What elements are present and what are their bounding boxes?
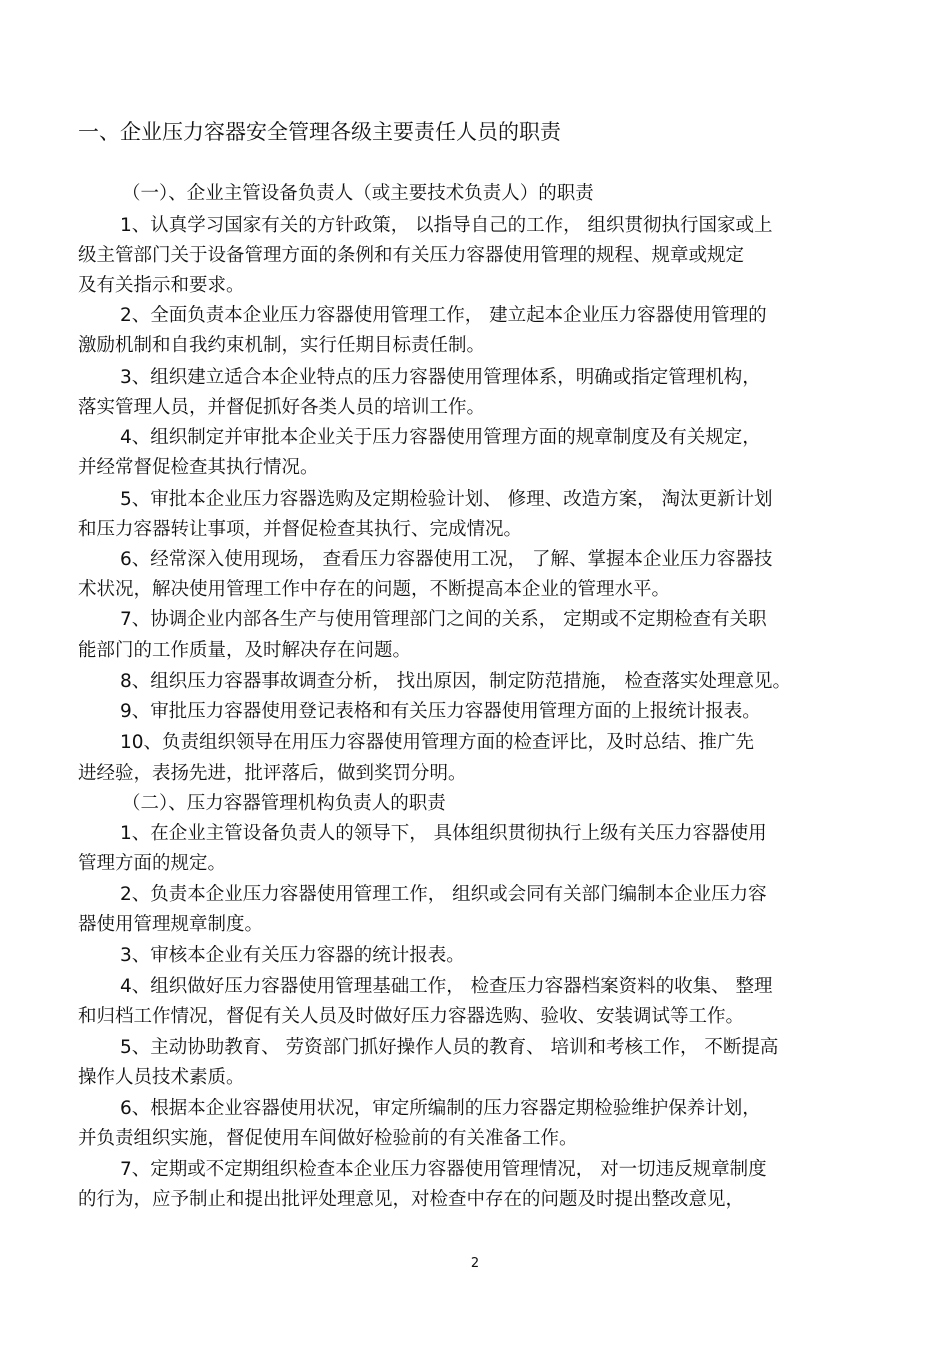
paragraph-line: 2、负责本企业压力容器使用管理工作， 组织或会同有关部门编制本企业压力容	[120, 884, 767, 905]
paragraph-line: 6、根据本企业容器使用状况，审定所编制的压力容器定期检验维护保养计划，	[120, 1098, 761, 1119]
paragraph-line: 2、全面负责本企业压力容器使用管理工作， 建立起本企业压力容器使用管理的	[120, 305, 767, 326]
paragraph-line: 器使用管理规章制度。	[78, 914, 264, 935]
paragraph-line: 7、定期或不定期组织检查本企业压力容器使用管理情况， 对一切违反规章制度	[120, 1159, 767, 1180]
section-1-title: （一）、企业主管设备负责人（或主要技术负责人）的职责	[122, 183, 594, 204]
paragraph-line: 并负责组织实施，督促使用车间做好检验前的有关准备工作。	[78, 1128, 578, 1149]
paragraph-line: 9、审批压力容器使用登记表格和有关压力容器使用管理方面的上报统计报表。	[120, 701, 761, 722]
page-title: 一、企业压力容器安全管理各级主要责任人员的职责	[78, 120, 561, 144]
paragraph-line: 管理方面的规定。	[78, 853, 227, 874]
paragraph-line: 和归档工作情况，督促有关人员及时做好压力容器选购、验收、安装调试等工作。	[78, 1006, 745, 1027]
paragraph-line: 进经验，表扬先进，批评落后，做到奖罚分明。	[78, 763, 467, 784]
paragraph-line: 4、组织做好压力容器使用管理基础工作， 检查压力容器档案资料的收集、 整理	[120, 976, 773, 997]
paragraph-line: 能部门的工作质量，及时解决存在问题。	[78, 640, 412, 661]
page-number: 2	[470, 1256, 480, 1271]
paragraph-line: 和压力容器转让事项，并督促检查其执行、完成情况。	[78, 519, 523, 540]
paragraph-line: 3、组织建立适合本企业特点的压力容器使用管理体系，明确或指定管理机构，	[120, 367, 761, 388]
paragraph-line: 3、审核本企业有关压力容器的统计报表。	[120, 945, 465, 966]
paragraph-line: 术状况，解决使用管理工作中存在的问题，不断提高本企业的管理水平。	[78, 579, 671, 600]
section-2-title: （二）、压力容器管理机构负责人的职责	[122, 793, 446, 814]
paragraph-line: 的行为，应予制止和提出批评处理意见，对检查中存在的问题及时提出整改意见，	[78, 1189, 745, 1210]
paragraph-line: 1、认真学习国家有关的方针政策， 以指导自己的工作， 组织贯彻执行国家或上	[120, 215, 773, 236]
paragraph-line: 5、主动协助教育、 劳资部门抓好操作人员的教育、 培训和考核工作， 不断提高	[120, 1037, 779, 1058]
paragraph-line: 8、组织压力容器事故调查分析， 找出原因，制定防范措施， 检查落实处理意见。	[120, 671, 792, 692]
paragraph-line: 激励机制和自我约束机制，实行任期目标责任制。	[78, 335, 486, 356]
paragraph-line: 并经常督促检查其执行情况。	[78, 457, 319, 478]
paragraph-line: 及有关指示和要求。	[78, 275, 245, 296]
paragraph-line: 1、在企业主管设备负责人的领导下， 具体组织贯彻执行上级有关压力容器使用	[120, 823, 767, 844]
paragraph-line: 7、协调企业内部各生产与使用管理部门之间的关系， 定期或不定期检查有关职	[120, 609, 767, 630]
paragraph-line: 6、经常深入使用现场， 查看压力容器使用工况， 了解、掌握本企业压力容器技	[120, 549, 773, 570]
paragraph-line: 操作人员技术素质。	[78, 1067, 245, 1088]
paragraph-line: 10、负责组织领导在用压力容器使用管理方面的检查评比，及时总结、推广先	[120, 732, 755, 753]
paragraph-line: 落实管理人员，并督促抓好各类人员的培训工作。	[78, 397, 486, 418]
paragraph-line: 级主管部门关于设备管理方面的条例和有关压力容器使用管理的规程、规章或规定	[78, 245, 745, 266]
paragraph-line: 5、审批本企业压力容器选购及定期检验计划、 修理、改造方案， 淘汰更新计划	[120, 489, 773, 510]
paragraph-line: 4、组织制定并审批本企业关于压力容器使用管理方面的规章制度及有关规定，	[120, 427, 761, 448]
